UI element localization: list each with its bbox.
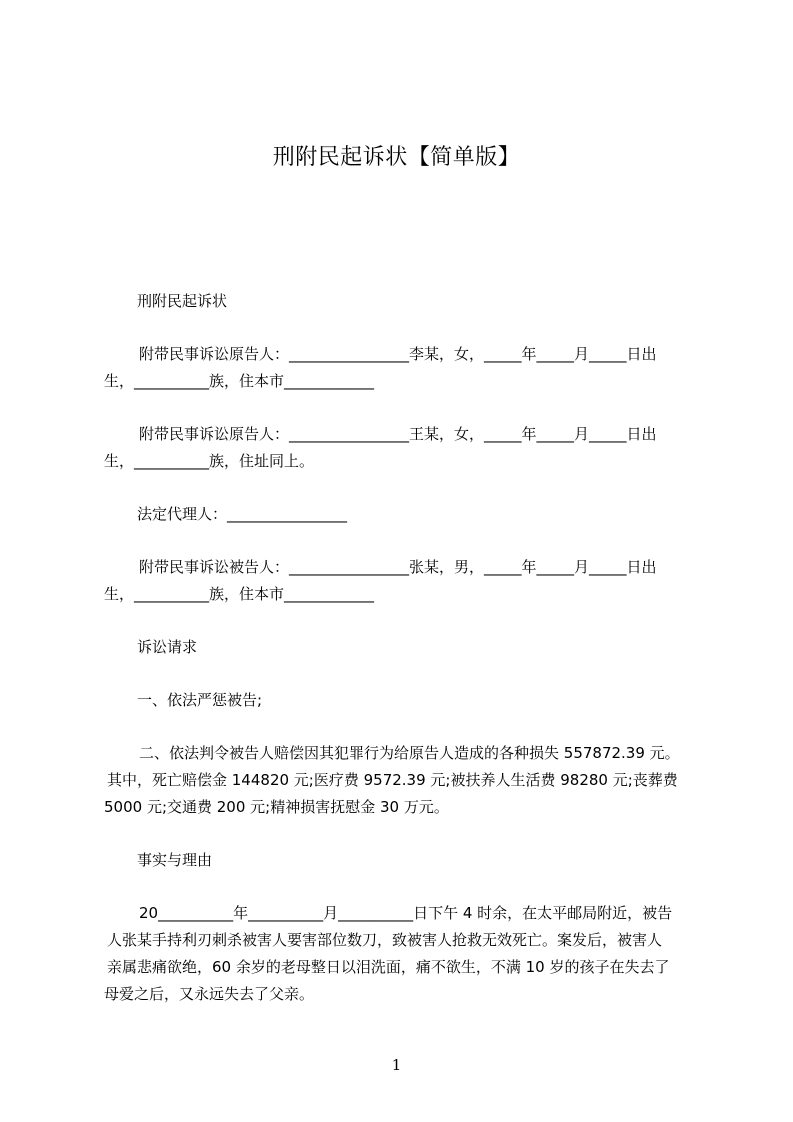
plaintiff-1-paragraph bbox=[104, 341, 702, 395]
plaintiff-2-paragraph bbox=[104, 421, 702, 475]
plaintiff-1-line-2: 生，__________族，住本市____________ bbox=[104, 372, 375, 390]
plaintiff-1-line-1: 附带民事诉讼原告人：________________李某，女，_____年_____月_____日出 bbox=[139, 345, 657, 363]
facts-line-2: 人张某手持利刃刺杀被害人要害部位数刀，致被害人抢救无效死亡。案发后，被害人 bbox=[107, 931, 663, 949]
defendant-line-2: 生，__________族，住本市____________ bbox=[104, 585, 375, 603]
facts-line-4: 母爱之后，又永远失去了父亲。 bbox=[104, 985, 315, 1003]
defendant-line-1: 附带民事诉讼被告人：________________张某，男，_____年_____月_____日出 bbox=[139, 558, 657, 576]
facts-paragraph bbox=[104, 900, 702, 1008]
section-heading-complaint: 刑附民起诉状 bbox=[137, 292, 228, 310]
plaintiff-2-line-1: 附带民事诉讼原告人：________________王某，女，_____年_____月_____日出 bbox=[139, 425, 657, 443]
document-title: 刑附民起诉状【简单版】 bbox=[272, 145, 521, 170]
claim-2-line-3: 5000 元;交通费 200 元;精神损害抚慰金 30 万元。 bbox=[104, 798, 449, 816]
claim-2-paragraph bbox=[104, 740, 702, 821]
facts-line-1: 20__________年__________月__________日下午 4 时余，在太平邮局附近，被告 bbox=[139, 904, 673, 922]
defendant-paragraph bbox=[104, 554, 702, 608]
facts-heading: 事实与理由 bbox=[137, 851, 213, 869]
claims-heading: 诉讼请求 bbox=[137, 638, 198, 656]
claim-2-line-2: 其中，死亡赔偿金 144820 元;医疗费 9572.39 元;被扶养人生活费 98280 元;丧葬费 bbox=[107, 771, 678, 789]
plaintiff-2-line-2: 生，__________族，住址同上。 bbox=[104, 452, 315, 470]
page-number: 1 bbox=[391, 1056, 402, 1074]
facts-line-3: 亲属悲痛欲绝，60 余岁的老母整日以泪洗面，痛不欲生，不满 10 岁的孩子在失去了 bbox=[107, 958, 670, 976]
claim-1: 一、依法严惩被告; bbox=[137, 691, 263, 709]
legal-representative: 法定代理人：________________ bbox=[137, 505, 348, 523]
claim-2-line-1: 二、依法判令被告人赔偿因其犯罪行为给原告人造成的各种损失 557872.39 元。 bbox=[139, 744, 680, 762]
